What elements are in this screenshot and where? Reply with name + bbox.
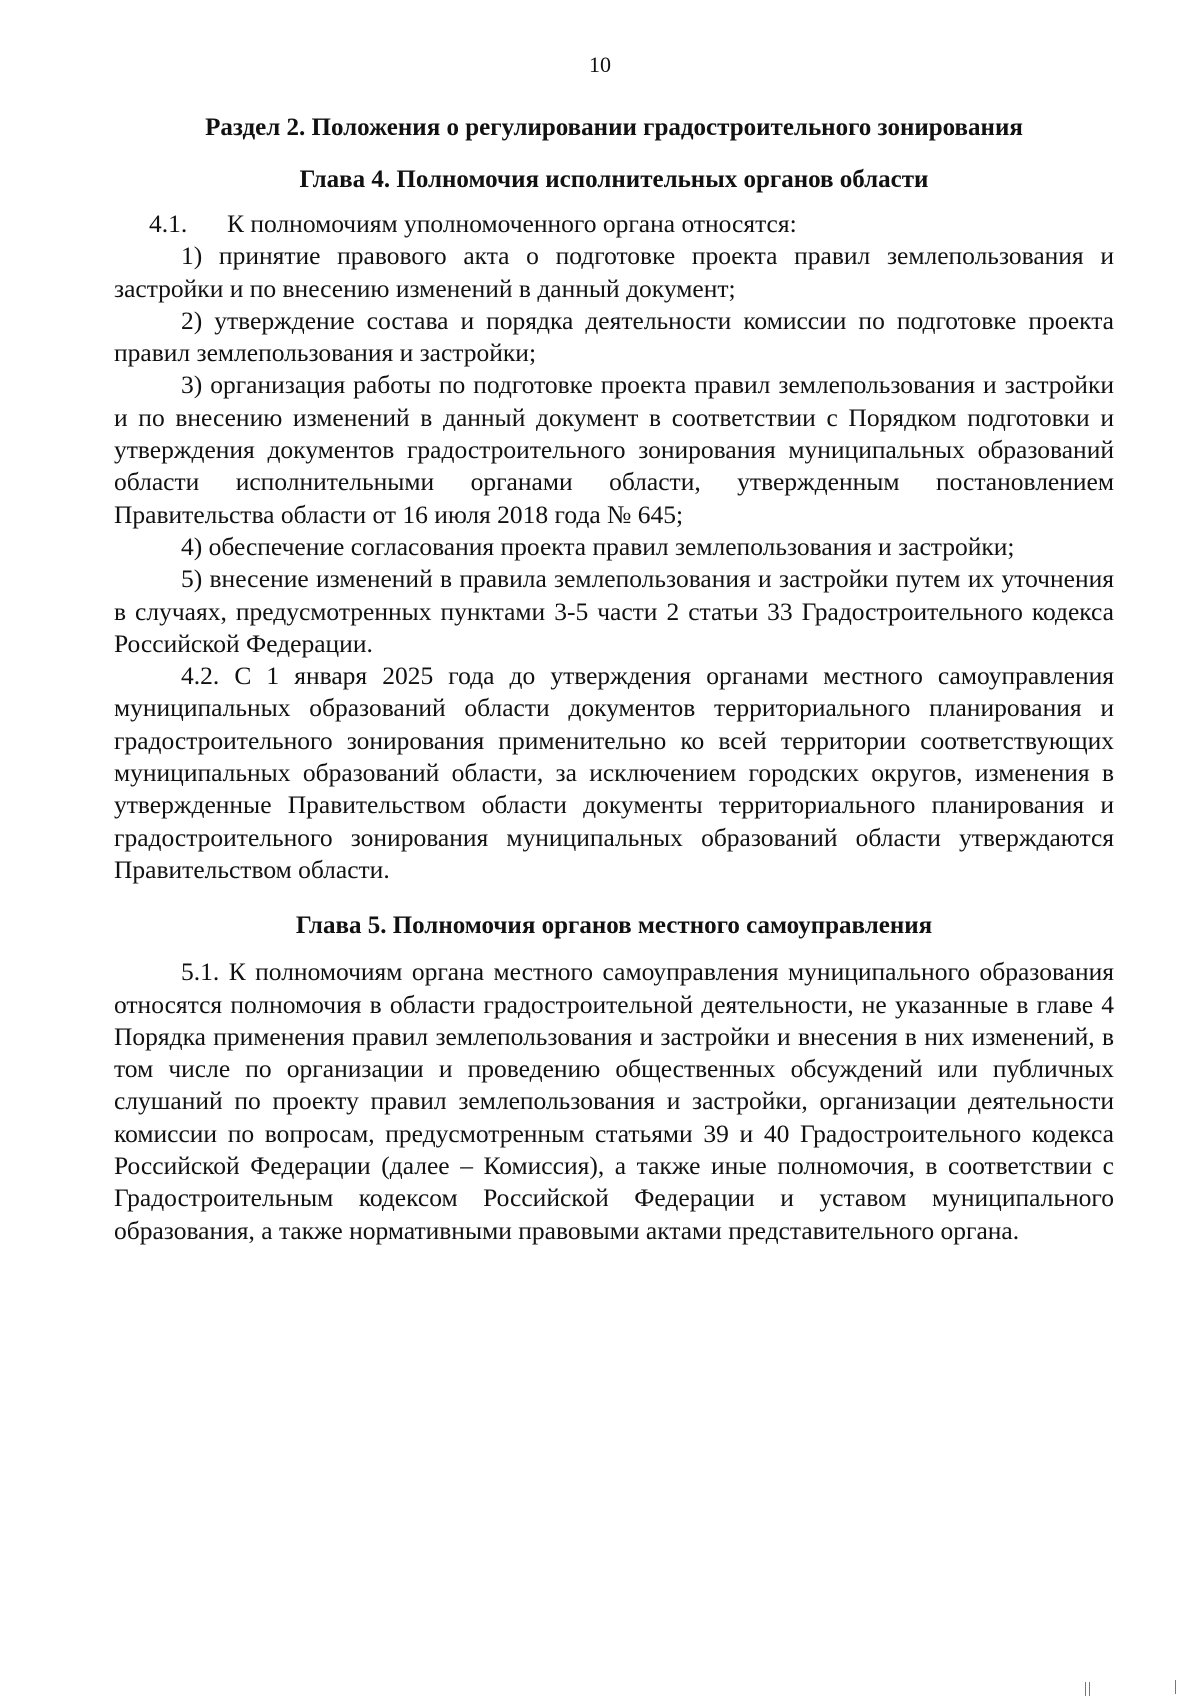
subitem-1: 1) принятие правового акта о подготовке проекта правил землепользования и застройки и по внесению изменений в данный документ; bbox=[114, 241, 1114, 303]
subitem-5: 5) внесение изменений в правила землепользования и застройки путем их уточнения в случаях, предусмотренных пунктами 3-5 части 2 статьи 33 Градостроительного кодекса Российской Федерации. bbox=[114, 564, 1114, 658]
clause-4-1 bbox=[114, 208, 1114, 240]
page-number: 10 bbox=[589, 52, 611, 77]
subitem-3: 3) организация работы по подготовке проекта правил землепользования и застройки и по внесению изменений в данный документ в соответствии с Порядком подготовки и утверждения документов градостроительного зонирования муниципальных образований области исполнительными органами области, утвержденным постановлением Правительства области от 16 июля 2018 года № 645; bbox=[114, 370, 1114, 529]
clause-4-1-number: 4.1. bbox=[149, 209, 188, 238]
document-body bbox=[114, 112, 1114, 1247]
chapter-4-title: Глава 4. Полномочия исполнительных органов области bbox=[299, 166, 929, 193]
subitem-4: 4) обеспечение согласования проекта правил землепользования и застройки; bbox=[181, 531, 1015, 561]
scan-artifact-mark bbox=[1175, 1680, 1176, 1694]
chapter-5-title: Глава 5. Полномочия органов местного самоуправления bbox=[295, 912, 933, 940]
clause-4-1-text: К полномочиям уполномоченного органа относятся: bbox=[227, 209, 797, 238]
clause-5-1: 5.1. К полномочиям органа местного самоуправления муниципального образования относятся полномочия в области градостроительной деятельности, не указанные в главе 4 Порядка применения правил землепользования и застройки и внесения в них изменений, в том числе по организации и проведению общественных обсуждений или публичных слушаний по проекту правил землепользования и застройки, организации деятельности комиссии по вопросам, предусмотренным статьями 39 и 40 Градостроительного кодекса Российской Федерации (далее – Комиссия), а также иные полномочия, в соответствии с Градостроительным кодексом Российской Федерации и уставом муниципального образования, а также нормативными правовыми актами представительного органа. bbox=[114, 957, 1114, 1245]
scan-artifact-mark bbox=[1089, 1682, 1090, 1696]
scan-artifact-mark bbox=[1085, 1682, 1086, 1696]
clause-4-2: 4.2. С 1 января 2025 года до утверждения органами местного самоуправления муниципальных образований области документов территориального планирования и градостроительного зонирования применительно ко всей территории соответствующих муниципальных образований области, за исключением городских округов, изменения в утвержденные Правительством области документы территориального планирования и градостроительного зонирования муниципальных образований области утверждаются Правительством области. bbox=[114, 661, 1114, 884]
section-title: Раздел 2. Положения о регулировании градостроительного зонирования bbox=[205, 114, 1023, 141]
subitem-2: 2) утверждение состава и порядка деятельности комиссии по подготовке проекта правил землепользования и застройки; bbox=[114, 305, 1114, 368]
